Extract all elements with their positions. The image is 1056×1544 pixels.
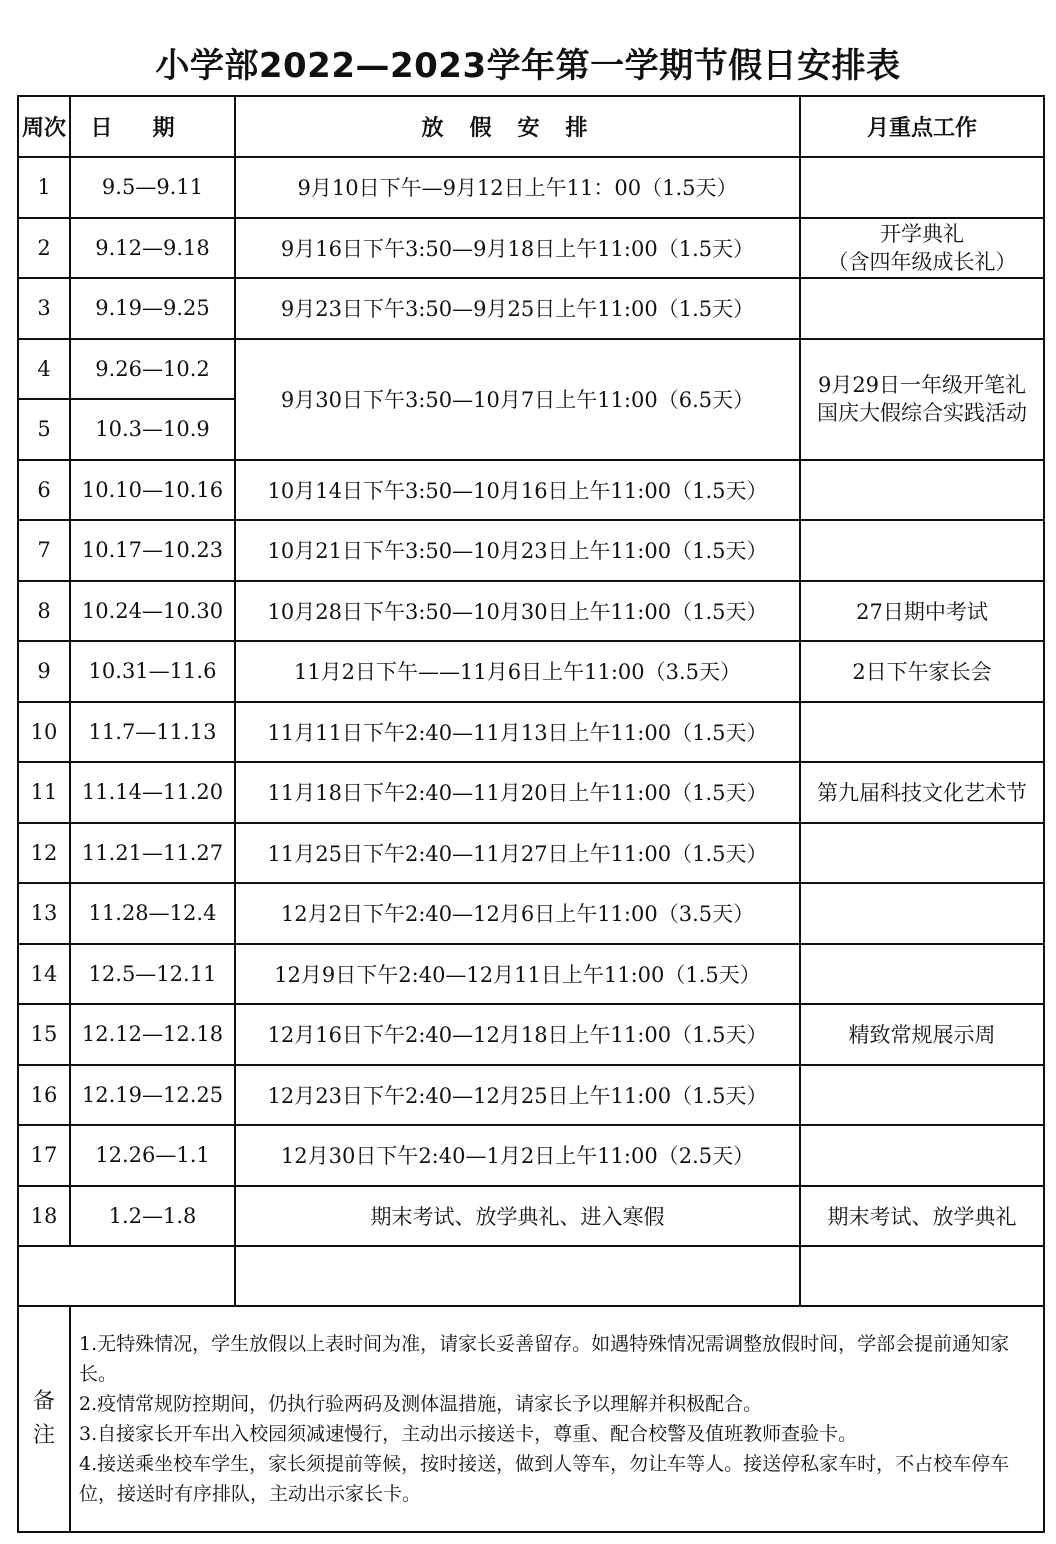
date-cell: 9.26—10.2	[70, 339, 235, 400]
work-cell	[800, 520, 1044, 581]
table-row	[18, 944, 1044, 1005]
week-cell: 2	[18, 218, 70, 279]
work-line: （含四年级成长礼）	[827, 249, 1017, 274]
work-cell	[800, 823, 1044, 884]
date-cell: 10.3—10.9	[70, 399, 235, 460]
work-cell: 2日下午家长会	[800, 641, 1044, 702]
work-cell: 期末考试、放学典礼	[800, 1186, 1044, 1247]
week-cell: 12	[18, 823, 70, 884]
table-row	[18, 278, 1044, 339]
week-cell: 13	[18, 883, 70, 944]
holiday-cell: 10月21日下午3:50—10月23日上午11:00（1.5天）	[235, 520, 800, 581]
work-cell	[800, 339, 1044, 460]
week-cell: 8	[18, 581, 70, 642]
note-item: 2.疫情常规防控期间，仍执行验两码及测体温措施，请家长予以理解并积极配合。	[79, 1393, 763, 1415]
holiday-cell: 12月2日下午2:40—12月6日上午11:00（3.5天）	[235, 883, 800, 944]
table-row	[18, 520, 1044, 581]
date-cell: 12.19—12.25	[70, 1065, 235, 1126]
holiday-cell: 11月11日下午2:40—11月13日上午11:00（1.5天）	[235, 702, 800, 763]
date-cell: 11.7—11.13	[70, 702, 235, 763]
work-cell	[800, 278, 1044, 339]
table-row	[18, 823, 1044, 884]
date-cell: 10.31—11.6	[70, 641, 235, 702]
table-row	[18, 762, 1044, 823]
holiday-cell: 12月23日下午2:40—12月25日上午11:00（1.5天）	[235, 1065, 800, 1126]
table-row	[18, 339, 1044, 400]
note-item: 3.自接家长开车出入校园须减速慢行，主动出示接送卡，尊重、配合校警及值班教师查验卡。	[79, 1423, 858, 1445]
week-cell: 16	[18, 1065, 70, 1126]
week-cell: 3	[18, 278, 70, 339]
date-cell: 12.12—12.18	[70, 1004, 235, 1065]
work-line: 开学典礼	[880, 221, 964, 246]
holiday-cell: 12月30日下午2:40—1月2日上午11:00（2.5天）	[235, 1125, 800, 1186]
date-cell: 1.2—1.8	[70, 1186, 235, 1247]
holiday-schedule-table	[17, 95, 1045, 1533]
table-row	[18, 641, 1044, 702]
work-cell	[800, 157, 1044, 218]
week-cell: 6	[18, 460, 70, 521]
holiday-cell: 9月10日下午—9月12日上午11：00（1.5天）	[235, 157, 800, 218]
week-cell: 14	[18, 944, 70, 1005]
work-cell	[800, 1125, 1044, 1186]
work-line: 国庆大假综合实践活动	[817, 401, 1027, 425]
table-header-row	[18, 96, 1044, 157]
date-cell: 12.5—12.11	[70, 944, 235, 1005]
date-cell: 9.12—9.18	[70, 218, 235, 279]
table-row	[18, 1065, 1044, 1126]
page-title: 小学部2022—2023学年第一学期节假日安排表	[155, 46, 901, 86]
table-row	[18, 1186, 1044, 1247]
table-row	[18, 702, 1044, 763]
date-cell: 11.14—11.20	[70, 762, 235, 823]
work-cell: 27日期中考试	[800, 581, 1044, 642]
header-date: 日期	[70, 96, 235, 157]
table-row	[18, 157, 1044, 218]
date-cell: 12.26—1.1	[70, 1125, 235, 1186]
work-line: 9月29日一年级开笔礼	[817, 373, 1027, 397]
table-row	[18, 460, 1044, 521]
week-cell: 9	[18, 641, 70, 702]
empty-row	[18, 1246, 1044, 1306]
note-item: 4.接送乘坐校车学生，家长须提前等候，按时接送，做到人等车，勿让车等人。接送停私家车时，不占校车停车位，接送时有序排队，主动出示家长卡。	[79, 1453, 1010, 1505]
holiday-cell: 10月28日下午3:50—10月30日上午11:00（1.5天）	[235, 581, 800, 642]
date-cell: 10.17—10.23	[70, 520, 235, 581]
week-cell: 7	[18, 520, 70, 581]
table-row	[18, 1004, 1044, 1065]
note-item: 1.无特殊情况，学生放假以上表时间为准，请家长妥善留存。如遇特殊情况需调整放假时间，学部会提前通知家长。	[79, 1333, 1010, 1385]
holiday-cell: 11月2日下午——11月6日上午11:00（3.5天）	[235, 641, 800, 702]
table-row	[18, 883, 1044, 944]
holiday-cell: 期末考试、放学典礼、进入寒假	[235, 1186, 800, 1247]
table-row	[18, 1125, 1044, 1186]
header-week: 周次	[18, 96, 70, 157]
holiday-cell: 12月9日下午2:40—12月11日上午11:00（1.5天）	[235, 944, 800, 1005]
date-cell: 11.28—12.4	[70, 883, 235, 944]
notes-label-text: 备 注	[32, 1389, 55, 1448]
week-cell: 11	[18, 762, 70, 823]
work-cell	[800, 218, 1044, 279]
empty-cell	[235, 1246, 800, 1306]
week-cell: 17	[18, 1125, 70, 1186]
notes-row	[18, 1306, 1044, 1532]
holiday-cell: 9月16日下午3:50—9月18日上午11:00（1.5天）	[235, 218, 800, 279]
holiday-cell: 12月16日下午2:40—12月18日上午11:00（1.5天）	[235, 1004, 800, 1065]
notes-label	[18, 1306, 70, 1532]
week-cell: 15	[18, 1004, 70, 1065]
work-cell	[800, 702, 1044, 763]
holiday-cell: 10月14日下午3:50—10月16日上午11:00（1.5天）	[235, 460, 800, 521]
date-cell: 9.5—9.11	[70, 157, 235, 218]
date-cell: 11.21—11.27	[70, 823, 235, 884]
holiday-cell: 11月25日下午2:40—11月27日上午11:00（1.5天）	[235, 823, 800, 884]
week-cell: 10	[18, 702, 70, 763]
week-cell: 1	[18, 157, 70, 218]
week-cell: 5	[18, 399, 70, 460]
date-cell: 10.24—10.30	[70, 581, 235, 642]
week-cell: 18	[18, 1186, 70, 1247]
holiday-cell: 11月18日下午2:40—11月20日上午11:00（1.5天）	[235, 762, 800, 823]
empty-cell	[18, 1246, 235, 1306]
date-cell: 9.19—9.25	[70, 278, 235, 339]
holiday-cell: 9月30日下午3:50—10月7日上午11:00（6.5天）	[235, 339, 800, 460]
week-cell: 4	[18, 339, 70, 400]
date-cell: 10.10—10.16	[70, 460, 235, 521]
holiday-cell: 9月23日下午3:50—9月25日上午11:00（1.5天）	[235, 278, 800, 339]
work-cell	[800, 944, 1044, 1005]
work-cell	[800, 1065, 1044, 1126]
work-cell	[800, 883, 1044, 944]
empty-cell	[800, 1246, 1044, 1306]
header-work: 月重点工作	[800, 96, 1044, 157]
table-row	[18, 581, 1044, 642]
work-cell: 精致常规展示周	[800, 1004, 1044, 1065]
notes-content	[70, 1306, 1044, 1532]
work-cell	[800, 460, 1044, 521]
work-cell: 第九届科技文化艺术节	[800, 762, 1044, 823]
header-arrangement: 放假安排	[235, 96, 800, 157]
table-row	[18, 218, 1044, 279]
